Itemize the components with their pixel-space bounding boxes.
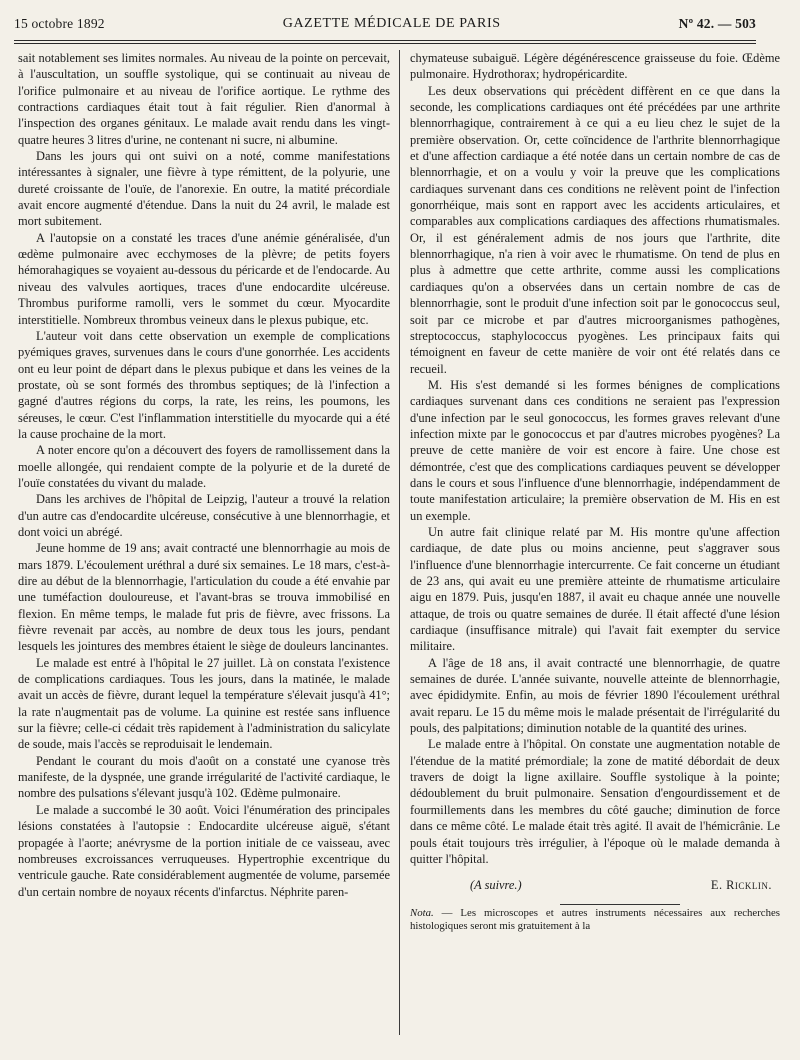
footnote-rule (560, 904, 680, 905)
page-header (14, 10, 756, 38)
header-rule (14, 40, 756, 41)
footnote-text: — Les microscopes et autres instruments nécessaires aux recherches histologiques seront mis gratuitement à la (410, 906, 780, 933)
paragraph: Le malade est entré à l'hôpital le 27 juillet. Là on constata l'existence de complications cardiaques. Tous les jours, dans la matinée, le malade avait un accès de fièvre, durant lequel la température s'élevait jusqu'à 41°; la rate n'augmentait pas de volume. La quinine est restée sans influence sur la fièvre; celle-ci cédait très rapidement à l'administration du salicylate de soude, mais l'accès se reproduisait le lendemain. (18, 655, 390, 752)
footnote-label: Nota. (410, 906, 434, 919)
journal-title: GAZETTE MÉDICALE DE PARIS (282, 16, 501, 31)
paragraph: Les deux observations qui précèdent diffèrent en ce que dans la seconde, les complications cardiaques ont été précédées par une arthrite blennorrhagique, contrairement à ce qui a eu lieu chez le sujet de la première observation. Or, cette coïncidence de l'arthrite blennorrhagique et d'une affection cardiaque a été notée dans un certain nombre de cas de blennorrhagie, et on a voulu y voir la preuve que les complications cardiaques survenant dans ces conditions ne relèvent point de l'infection gonorrhéique, mais sont en rapport avec les accidents articulaires, et comparables aux complications cardiaques des affections rhumatismales. Or, il est généralement admis de nos jours que l'arthrite, dite blennorrhagique, n'a rien à voir avec le rhumatisme. On tend de plus en plus à admettre que cette arthrite, comme aussi les complications cardiaques qu'on a observées dans un certain nombre de cas de blennorrhagie, sont le produit d'une infection soit par le gonococcus seul, soit par ce microbe et par d'autres microorganismes pathogènes, streptococcus, staphylococcus pyogènes. Les principaux faits qui témoignent en faveur de cette manière de voir ont été relatés dans ce recueil. (410, 83, 780, 376)
paragraph: A l'âge de 18 ans, il avait contracté une blennorrhagie, de quatre semaines de durée. L'année suivante, nouvelle atteinte de blennorrhagie, avec épididymite. Enfin, au mois de février 1890 l'écoulement uréthral avait reparu. Le 15 du même mois le malade présentait de l'irrégularité du pouls, des palpitations; diminution notable de la quantité des urines. (410, 655, 780, 736)
paragraph: Jeune homme de 19 ans; avait contracté une blennorrhagie au mois de mars 1879. L'écoulement uréthral a duré six semaines. Le 18 mars, c'est-à-dire au début de la blennorrhagie, l'articulation du coude a été envahie par une tuméfaction douloureuse, et l'avant-bras se trouva immobilisé en flexion. En même temps, le malade fut pris de fièvre, avec frissons. La fièvre revenait par accès, au nombre de deux tous les jours, pendant lesquels les jointures des membres étaient le siège de douleurs lancinantes. (18, 541, 390, 654)
paragraph: A l'autopsie on a constaté les traces d'une anémie généralisée, d'un œdème pulmonaire avec ecchymoses de la plèvre; de petits foyers hémorahagiques se voyaient au-dessous du péricarde et de l'endocarde. Au niveau des valvules aortiques, traces d'une endocardite ulcéreuse. Thrombus puriforme ramolli, vers le sommet du cœur. Myocardite interstitielle. Nombreux thrombus veineux dans le plexus pubique, etc. (18, 230, 390, 327)
paragraph: sait notablement ses limites normales. Au niveau de la pointe on percevait, à l'auscultation, un souffle systolique, qui se continuait au niveau de l'orifice pulmonaire et au niveau de l'orifice aortique. Le rythme des contractions cardiaques était tout à fait régulier. Rien d'anormal à l'inspection des organes génitaux. Le malade avait rendu dans les vingt-quatre heures 3 litres d'urine, ne contenant ni sucre, ni albumine. (18, 51, 390, 147)
issue-date: 15 octobre 1892 (14, 16, 105, 31)
paragraph: Le malade entre à l'hôpital. On constate une augmentation notable de l'étendue de la matité prémordiale; la zone de matité débordait de deux travers de doigt la ligne axillaire. Souffle systolique à la pointe; dédoublement du bruit pulmonaire. Sensation d'engourdissement et de fourmillements dans les membres du côté gauche; diminution de force dans ce même côté. Le malade était très agité. Il avait de l'hémicrânie. Le pouls était toujours très irrégulier, à l'époque où le malade demanda à quitter l'hôpital. (410, 737, 780, 866)
paragraph: M. His s'est demandé si les formes bénignes de complications cardiaques survenant dans ces conditions ne seraient pas l'expression d'une infection par le seul gonococcus, les formes graves relevant d'une infection mixte par le gonococcus et par d'autres microbes pyogènes? La preuve de cette manière de voir est encore à faire. Une chose est démontrée, c'est que des complications cardiaques peuvent se développer dans le cours et sous l'influence d'une blennorrhagie, indépendamment de toute manifestation articulaire; la première observation de M. His en est un exemple. (410, 377, 780, 523)
left-column (18, 50, 390, 900)
paragraph: L'auteur voit dans cette observation un exemple de complications pyémiques graves, survenues dans le cours d'une gonorrhée. Les accidents ont eu leur point de départ dans le plexus pubique et dans les veines de la prostate, où se sont formés des thrombus septiques; de là l'infection a gagné d'autres régions du corps, la rate, les reins, les poumons, les séreuses, le cœur. C'est l'inflammation interstitielle du myocarde qui a été la cause prochaine de la mort. (18, 328, 390, 441)
paragraph: A noter encore qu'on a découvert des foyers de ramollissement dans la moelle allongée, qui rendaient compte de la polyurie et de la dureté de l'ouïe constatées du vivant du malade. (18, 443, 390, 490)
author-signature: E. Ricklin. (710, 878, 772, 893)
footnote (410, 907, 780, 934)
paragraph: Le malade a succombé le 30 août. Voici l'énumération des principales lésions constatées à l'autopsie : Endocardite ulcéreuse aiguë, s'étant propagée à l'aorte; anévrysme de la portion initiale de ce vaisseau, avec nombreuses excroissances verruqueuses. Hypertrophie excentrique du ventricule gauche. Rate considérablement augmentée de volume, parsemée d'un certain nombre de noyaux récents d'infarctus. Néphrite paren- (18, 802, 390, 899)
paragraph: chymateuse subaiguë. Légère dégénérescence graisseuse du foie. Œdème pulmonaire. Hydrothorax; hydropéricardite. (410, 51, 780, 82)
issue-page-number: Nº 42. — 503 (678, 16, 756, 31)
signature-row (410, 877, 780, 893)
paragraph: Dans les archives de l'hôpital de Leipzig, l'auteur a trouvé la relation d'un autre cas d'endocardite ulcéreuse, consécutive à une blennorrhagie, et dont voici un abrégé. (18, 492, 390, 539)
right-column (410, 50, 780, 934)
paragraph: Un autre fait clinique relaté par M. His montre qu'une affection cardiaque, de date plus ou moins ancienne, peut s'aggraver sous l'influence d'une blennorrhagie intercurrente. Ce fait concerne un étudiant de 23 ans, qui avait eu une première atteinte de rhumatisme articulaire aigu en 1879. Puis, jusqu'en 1887, il avait eu chaque année une nouvelle attaque, de trois ou quatre semaines de durée. Il était affecté d'une lésion cardiaque (insuffisance mitrale) qui l'avait fait exempter du service militaire. (410, 524, 780, 654)
column-divider (399, 50, 400, 1035)
paragraph: Pendant le courant du mois d'août on a constaté une cyanose très manifeste, de la dyspnée, une grande irrégularité de l'activité cardiaque, le nombre des pulsations s'élevant jusqu'à 102. Œdème pulmonaire. (18, 753, 390, 801)
header-rule-double (14, 43, 756, 44)
paragraph: Dans les jours qui ont suivi on a noté, comme manifestations intéressantes à signaler, une fièvre à type rémittent, de la polyurie, une dureté croissante de l'ouïe, de l'anorexie. En outre, la matité précordiale avait encore augmenté d'étendue. Dans la nuit du 24 avril, le malade est mort subitement. (18, 149, 390, 229)
to-be-continued: (A suivre.) (470, 878, 522, 893)
